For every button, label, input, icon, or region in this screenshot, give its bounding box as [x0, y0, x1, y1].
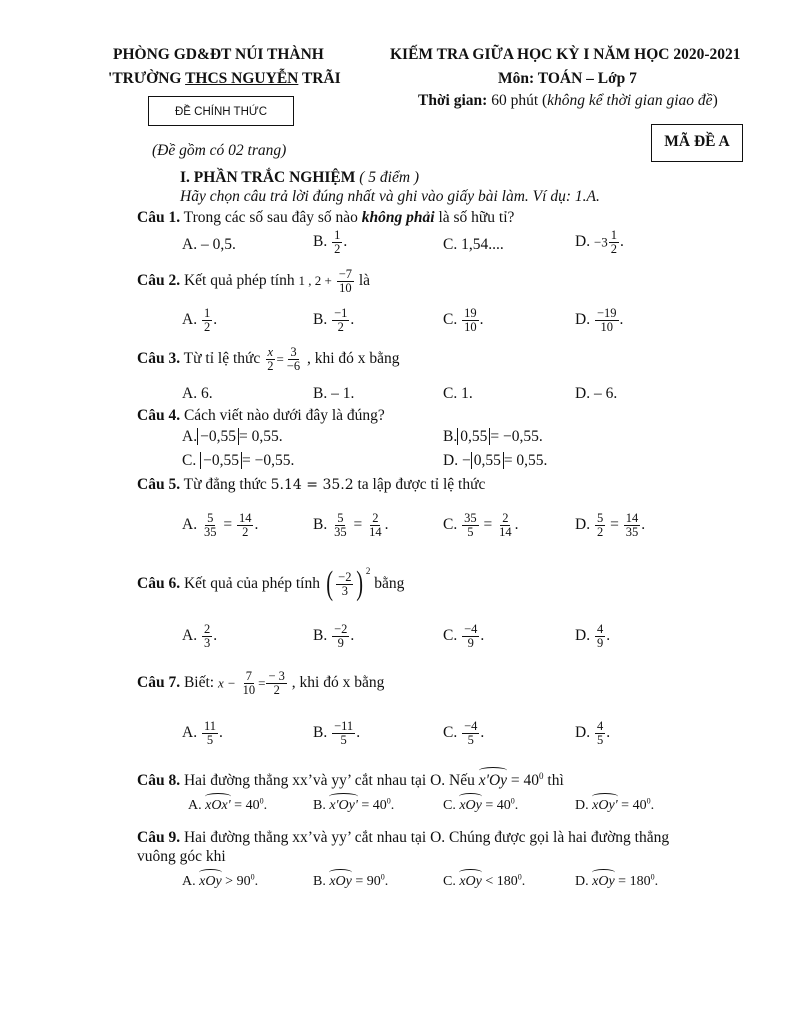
q7-option-a: A. $\frac{11}{5}$ .	[182, 719, 223, 748]
q8-option-a: A. $xOx' = 40^0$.	[188, 794, 267, 814]
q9-option-b: B. xOy = $90^0$.	[313, 870, 388, 890]
question-3: Câu 3. Từ tỉ lệ thức $\frac{x}{2}$ = $\frac{3}{-6}$ , khi đó x bằng	[137, 345, 400, 374]
q4-option-c: C. −0,55 = −0,55.	[182, 452, 295, 469]
exam-code-box: MÃ ĐỀ A	[651, 124, 743, 162]
q3-option-d: D. – 6.	[575, 385, 618, 402]
department-name: PHÒNG GD&ĐT NÚI THÀNH	[113, 46, 324, 63]
q2-option-b: B. $\frac{-1}{2}$ .	[313, 306, 355, 335]
question-9-continued: vuông góc khi	[137, 848, 226, 865]
q5-option-a: A. $\frac{5}{35}$ = $\frac{14}{2}$ .	[182, 511, 259, 540]
q6-option-c: C. $\frac{-4}{9}$ .	[443, 622, 485, 651]
question-8: Câu 8. Hai đường thẳng xx’và yy’ cắt nhau tại O. Nếu $x'Oy = 40^0$ thì	[137, 768, 564, 790]
q7-option-d: D. $\frac{4}{5}$ .	[575, 719, 611, 748]
q5-option-d: D. $\frac{5}{2}$ = $\frac{14}{35}$ .	[575, 511, 646, 540]
pages-note: (Đề gồm có 02 trang)	[152, 142, 287, 159]
q5-option-c: C. $\frac{35}{5}$ = $\frac{2}{14}$ .	[443, 511, 519, 540]
q6-option-b: B. $\frac{-2}{9}$ .	[313, 622, 355, 651]
q1-option-b: B. $\frac{1}{2}$ .	[313, 228, 348, 257]
official-exam-box: ĐỀ CHÍNH THỨC	[148, 96, 294, 126]
q1-option-a: A. – 0,5.	[182, 236, 236, 253]
q1-option-d: D. −3 $\frac{1}{2}$ .	[575, 228, 624, 257]
q3-option-b: B. – 1.	[313, 385, 355, 402]
q6-option-d: D. $\frac{4}{9}$ .	[575, 622, 611, 651]
q9-option-a: A. xOy > $90^0$.	[182, 870, 258, 890]
q4-option-a: A. −0,55 = 0,55.	[182, 428, 283, 445]
q1-option-c: C. 1,54....	[443, 236, 504, 253]
question-7: Câu 7. Biết: x − $\frac{7}{10}$ = $\frac{- 3}{2}$ , khi đó x bằng	[137, 669, 385, 698]
q4-option-b: B. 0,55 = −0,55.	[443, 428, 543, 445]
q2-option-c: C. $\frac{19}{10}$ .	[443, 306, 484, 335]
question-6: Câu 6. Kết quả của phép tính ( $\frac{-2}{3}$ ) $^2$ bằng	[137, 565, 405, 603]
q9-option-c: C. xOy < $180^0$.	[443, 870, 525, 890]
q8-option-c: C. xOy = $40^0$.	[443, 794, 518, 814]
exam-title: KIẾM TRA GIỮA HỌC KỲ I NĂM HỌC 2020-2021	[390, 46, 741, 63]
q2-option-a: A. $\frac{1}{2}$ .	[182, 306, 218, 335]
q5-option-b: B. $\frac{5}{35}$ = $\frac{2}{14}$ .	[313, 511, 389, 540]
question-4: Câu 4. Cách viết nào dưới đây là đúng?	[137, 407, 385, 424]
subject-grade: Môn: TOÁN – Lớp 7	[498, 70, 637, 87]
time-info: Thời gian: 60 phút (không kể thời gian giao đề)	[418, 92, 718, 109]
q4-option-d: D. − 0,55 = 0,55.	[443, 452, 548, 469]
q8-option-d: D. $xOy' = 40^0$.	[575, 794, 654, 814]
q7-option-c: C. $\frac{-4}{5}$ .	[443, 719, 485, 748]
q6-option-a: A. $\frac{2}{3}$ .	[182, 622, 218, 651]
q2-option-d: D. $\frac{-19}{10}$ .	[575, 306, 624, 335]
school-name: 'TRƯỜNG THCS NGUYỄN TRÃI	[108, 70, 341, 87]
q3-option-c: C. 1.	[443, 385, 473, 402]
q7-option-b: B. $\frac{-11}{5}$ .	[313, 719, 361, 748]
q3-option-a: A. 6.	[182, 385, 213, 402]
q9-option-d: D. xOy = $180^0$.	[575, 870, 658, 890]
section-instruction: Hãy chọn câu trả lời đúng nhất và ghi vào giấy bài làm. Ví dụ: 1.A.	[180, 188, 600, 205]
q8-option-b: B. $x'Oy' = 40^0$.	[313, 794, 394, 814]
question-2: Câu 2. Kết quả phép tính 1 , 2 + $\frac{-7}{10}$ là	[137, 267, 371, 296]
section-title: I. PHẦN TRẮC NGHIỆM ( 5 điểm )	[180, 169, 420, 186]
question-1: Câu 1. Trong các số sau đây số nào không phải là số hữu tỉ?	[137, 209, 515, 226]
question-5: Câu 5. Từ đẳng thức 5.14 = 35.2 ta lập được tỉ lệ thức	[137, 476, 486, 493]
question-9: Câu 9. Hai đường thẳng xx’và yy’ cắt nhau tại O. Chúng được gọi là hai đường thẳng	[137, 829, 670, 846]
